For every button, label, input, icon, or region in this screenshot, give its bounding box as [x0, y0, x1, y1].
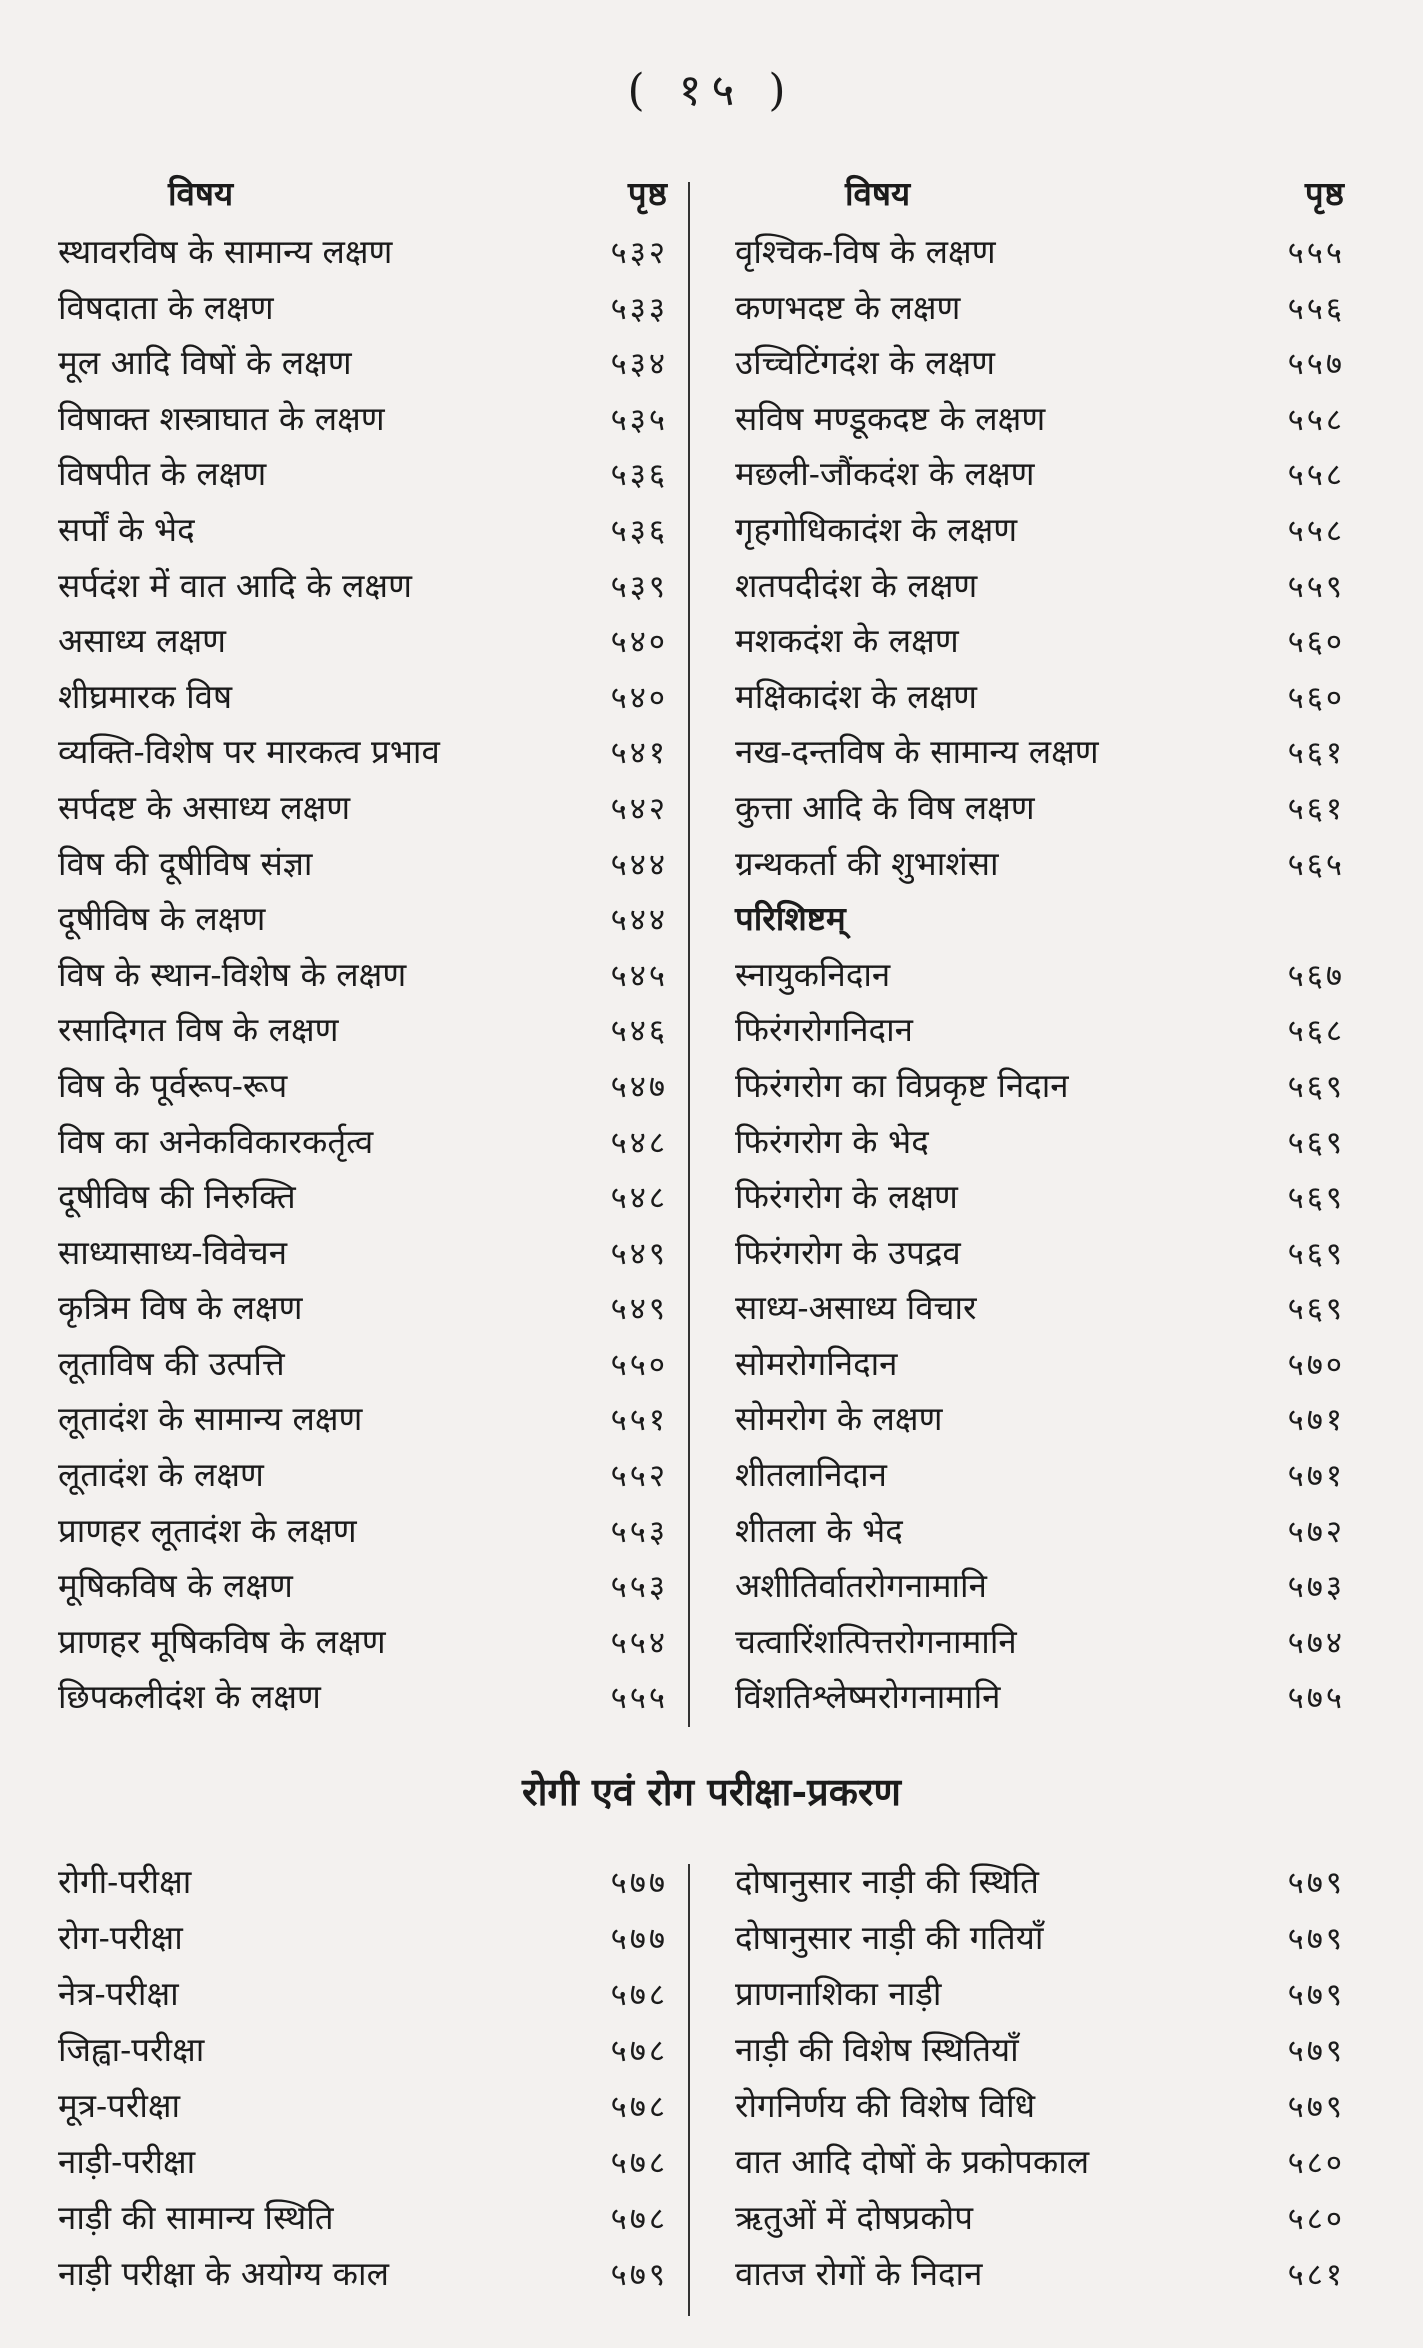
entry-page-number: ५४७: [610, 1068, 668, 1105]
entry-title: सोमरोगनिदान: [735, 1343, 898, 1383]
toc-entry: [58, 1914, 668, 1970]
entry-page-number: ५७२: [1287, 1513, 1345, 1550]
toc-entry: [735, 284, 1345, 340]
entry-title: व्यक्ति-विशेष पर मारकत्व प्रभाव: [58, 732, 440, 772]
page-number: ( १५ ): [627, 65, 796, 116]
entry-page-number: ५६५: [1287, 846, 1345, 883]
entry-title: फिरंगरोग के उपद्रव: [735, 1232, 961, 1272]
toc-entry: [58, 728, 668, 784]
entry-title: नेत्र-परीक्षा: [58, 1974, 179, 2013]
toc-entry: [735, 1562, 1345, 1618]
entry-title: लूताविष की उत्पत्ति: [58, 1343, 285, 1383]
entry-title: फिरंगरोग के भेद: [735, 1121, 929, 1161]
entry-page-number: ५५७: [1287, 346, 1345, 383]
toc-entry: [735, 1970, 1345, 2026]
entry-title: अशीतिर्वातरोगनामानि: [735, 1566, 987, 1606]
entry-title: विषाक्त शस्त्राघात के लक्षण: [58, 398, 385, 438]
entry-title: नाड़ी परीक्षा के अयोग्य काल: [58, 2254, 389, 2293]
toc-entry: [735, 1284, 1345, 1340]
entry-page-number: ५६१: [1287, 735, 1345, 772]
entry-title: नख-दन्तविष के सामान्य लक्षण: [735, 732, 1099, 772]
toc-entry: [735, 1451, 1345, 1507]
toc-entry: [735, 1006, 1345, 1062]
entry-page-number: ५४०: [610, 624, 668, 661]
entry-title: सर्पों के भेद: [58, 509, 195, 549]
entry-page-number: ५६०: [1287, 624, 1345, 661]
toc-entry: [58, 840, 668, 896]
entry-page-number: ५६९: [1287, 1124, 1345, 1161]
entry-title: स्नायुकनिदान: [735, 954, 891, 994]
toc-entry: [58, 673, 668, 729]
entry-page-number: ५७९: [610, 2257, 668, 2293]
entry-title: मछली-जौंकदंश के लक्षण: [735, 454, 1035, 494]
toc-entry: [58, 784, 668, 840]
toc-entry: [735, 1229, 1345, 1285]
entry-page-number: ५७९: [1287, 2089, 1345, 2125]
column-header: [58, 170, 668, 228]
toc-entry: [58, 2082, 668, 2138]
toc-entry: [58, 895, 668, 951]
entry-page-number: ५६९: [1287, 1180, 1345, 1217]
page-header: पृष्ठ: [627, 174, 668, 213]
entry-title: मूषिकविष के लक्षण: [58, 1566, 293, 1606]
entry-title: कृत्रिम विष के लक्षण: [58, 1288, 303, 1328]
toc-entry: [735, 1173, 1345, 1229]
entry-page-number: ५४६: [610, 1013, 668, 1050]
entry-title: जिह्वा-परीक्षा: [58, 2030, 205, 2069]
entry-page-number: ५७३: [1287, 1569, 1345, 1606]
toc-entry: [58, 1507, 668, 1563]
toc-entry: [735, 395, 1345, 451]
entry-page-number: ५७१: [1287, 1458, 1345, 1495]
entry-title: रसादिगत विष के लक्षण: [58, 1010, 339, 1050]
entry-page-number: ५४२: [610, 790, 668, 827]
toc-entry: [735, 2250, 1345, 2306]
toc-column-right: [735, 170, 1345, 1729]
entry-page-number: ५३६: [610, 457, 668, 494]
entry-page-number: ५५५: [610, 1680, 668, 1717]
entry-page-number: ५६९: [1287, 1291, 1345, 1328]
toc-entry: [735, 728, 1345, 784]
toc-entry: [735, 951, 1345, 1007]
toc-section-1: [0, 170, 1423, 1730]
toc-entry: [58, 1395, 668, 1451]
entry-page-number: ५७७: [610, 1865, 668, 1901]
entry-title: रोगनिर्णय की विशेष विधि: [735, 2086, 1035, 2125]
toc-entry: [58, 228, 668, 284]
entry-title: फिरंगरोग का विप्रकृष्ट निदान: [735, 1065, 1069, 1105]
entry-title: शीघ्रमारक विष: [58, 676, 233, 716]
entry-title: गृहगोधिकादंश के लक्षण: [735, 509, 1018, 549]
entry-title: रोग-परीक्षा: [58, 1918, 183, 1957]
entry-page-number: ५५४: [610, 1624, 668, 1661]
toc-entry: [735, 1118, 1345, 1174]
entry-page-number: ५५०: [610, 1346, 668, 1383]
page-header: पृष्ठ: [1304, 174, 1345, 213]
toc-section-2: [0, 1858, 1423, 2318]
toc-entry: [58, 2250, 668, 2306]
toc-entry: [735, 1507, 1345, 1563]
entry-page-number: ५४८: [610, 1124, 668, 1161]
entry-title: प्राणहर लूतादंश के लक्षण: [58, 1510, 357, 1550]
toc-column-left: [58, 170, 668, 1729]
entry-page-number: ५४८: [610, 1180, 668, 1217]
entry-title: नाड़ी की विशेष स्थितियाँ: [735, 2030, 1019, 2069]
toc-entry: [58, 450, 668, 506]
entry-page-number: ५५३: [610, 1513, 668, 1550]
entry-title: विष के पूर्वरूप-रूप: [58, 1065, 288, 1105]
entry-page-number: ५५८: [1287, 401, 1345, 438]
entry-title: फिरंगरोगनिदान: [735, 1010, 913, 1050]
toc-entry: [735, 228, 1345, 284]
toc-entry: [58, 2026, 668, 2082]
toc-entry: [58, 617, 668, 673]
entry-title: वात आदि दोषों के प्रकोपकाल: [735, 2142, 1090, 2181]
toc-entry: [735, 1914, 1345, 1970]
entry-title: शीतला के भेद: [735, 1510, 903, 1550]
entry-title: सोमरोग के लक्षण: [735, 1399, 943, 1439]
entry-page-number: ५६९: [1287, 1068, 1345, 1105]
toc-entry: [58, 1173, 668, 1229]
entry-title: विष के स्थान-विशेष के लक्षण: [58, 954, 407, 994]
entry-title: विषदाता के लक्षण: [58, 287, 274, 327]
toc-entry: [735, 1673, 1345, 1729]
toc-entry: [58, 1970, 668, 2026]
entry-page-number: ५७७: [610, 1921, 668, 1957]
entry-page-number: ५४९: [610, 1235, 668, 1272]
entry-title: विंशतिश्लेष्मरोगनामानि: [735, 1677, 1001, 1717]
entry-page-number: ५६८: [1287, 1013, 1345, 1050]
entry-title: विष का अनेकविकारकर्तृत्व: [58, 1121, 374, 1161]
entry-title: नाड़ी-परीक्षा: [58, 2142, 196, 2181]
toc-entry: [735, 339, 1345, 395]
entry-page-number: ५५८: [1287, 512, 1345, 549]
entry-title: चत्वारिंशत्पित्तरोगनामानि: [735, 1621, 1017, 1661]
entry-title: शतपदीदंश के लक्षण: [735, 565, 978, 605]
entry-title: विषपीत के लक्षण: [58, 454, 267, 494]
entry-page-number: ५४९: [610, 1291, 668, 1328]
entry-page-number: ५४४: [610, 902, 668, 939]
entry-page-number: ५४४: [610, 846, 668, 883]
entry-title: परिशिष्टम्: [735, 899, 846, 939]
toc-entry: [58, 951, 668, 1007]
entry-page-number: ५७९: [1287, 1865, 1345, 1901]
entry-page-number: ५६९: [1287, 1235, 1345, 1272]
entry-title: दूषीविष के लक्षण: [58, 899, 266, 939]
entry-title: दोषानुसार नाड़ी की स्थिति: [735, 1862, 1039, 1901]
entry-page-number: ५७५: [1287, 1680, 1345, 1717]
entry-page-number: ५७८: [610, 2201, 668, 2237]
toc-entry: [735, 2082, 1345, 2138]
entry-page-number: ५६०: [1287, 679, 1345, 716]
toc-entry: [58, 1006, 668, 1062]
entry-page-number: ५७४: [1287, 1624, 1345, 1661]
toc-entry: [58, 1284, 668, 1340]
entry-page-number: ५३३: [610, 290, 668, 327]
toc-entry: [58, 1118, 668, 1174]
toc-entry: [735, 1395, 1345, 1451]
toc-entry: [735, 1858, 1345, 1914]
entry-title: कणभदष्ट के लक्षण: [735, 287, 961, 327]
toc-entry: [735, 617, 1345, 673]
toc-entry: [58, 506, 668, 562]
entry-page-number: ५५२: [610, 1458, 668, 1495]
toc-entry: [735, 840, 1345, 896]
toc-column-left: [58, 1858, 668, 2306]
entry-page-number: ५३९: [610, 568, 668, 605]
toc-entry: [735, 2138, 1345, 2194]
entry-title: सविष मण्डूकदष्ट के लक्षण: [735, 398, 1046, 438]
entry-page-number: ५८०: [1287, 2145, 1345, 2181]
toc-entry: [735, 895, 1345, 951]
column-header: [735, 170, 1345, 228]
entry-title: कुत्ता आदि के विष लक्षण: [735, 787, 1035, 827]
entry-title: मशकदंश के लक्षण: [735, 621, 959, 661]
entry-title: उच्चिटिंगदंश के लक्षण: [735, 343, 995, 383]
toc-entry: [58, 1062, 668, 1118]
toc-entry: [735, 562, 1345, 618]
entry-title: शीतलानिदान: [735, 1455, 887, 1495]
entry-title: नाड़ी की सामान्य स्थिति: [58, 2198, 334, 2237]
entry-title: विष की दूषीविष संज्ञा: [58, 843, 313, 883]
entry-title: मूत्र-परीक्षा: [58, 2086, 181, 2125]
entry-title: वातज रोगों के निदान: [735, 2254, 983, 2293]
toc-entry: [735, 2194, 1345, 2250]
toc-entry: [735, 450, 1345, 506]
entry-page-number: ५५३: [610, 1569, 668, 1606]
entry-page-number: ५७१: [1287, 1402, 1345, 1439]
entry-page-number: ५३४: [610, 346, 668, 383]
toc-entry: [58, 2194, 668, 2250]
entry-page-number: ५७९: [1287, 2033, 1345, 2069]
entry-title: फिरंगरोग के लक्षण: [735, 1177, 958, 1217]
entry-title: वृश्चिक-विष के लक्षण: [735, 232, 996, 271]
toc-entry: [58, 284, 668, 340]
entry-page-number: ५८१: [1287, 2257, 1345, 2293]
entry-page-number: ५७८: [610, 2089, 668, 2125]
entry-title: दोषानुसार नाड़ी की गतियाँ: [735, 1918, 1044, 1957]
toc-entry: [735, 673, 1345, 729]
entry-title: दूषीविष की निरुक्ति: [58, 1177, 296, 1217]
entry-title: मूल आदि विषों के लक्षण: [58, 343, 352, 383]
entry-page-number: ५७०: [1287, 1346, 1345, 1383]
toc-entry: [735, 506, 1345, 562]
entry-page-number: ५८०: [1287, 2201, 1345, 2237]
toc-entry: [58, 1229, 668, 1285]
toc-entry: [58, 1562, 668, 1618]
entry-title: ग्रन्थकर्ता की शुभाशंसा: [735, 843, 999, 883]
entry-page-number: ५६७: [1287, 957, 1345, 994]
toc-entry: [735, 2026, 1345, 2082]
entry-page-number: ५३२: [610, 235, 668, 271]
entry-page-number: ५७९: [1287, 1977, 1345, 2013]
entry-title: साध्य-असाध्य विचार: [735, 1288, 977, 1328]
entry-title: सर्पदष्ट के असाध्य लक्षण: [58, 787, 351, 827]
column-divider: [688, 1864, 690, 2316]
toc-entry: [58, 1858, 668, 1914]
entry-page-number: ५६१: [1287, 790, 1345, 827]
entry-page-number: ५३५: [610, 401, 668, 438]
entry-page-number: ५७८: [610, 2033, 668, 2069]
toc-entry: [58, 1340, 668, 1396]
entry-title: मक्षिकादंश के लक्षण: [735, 676, 978, 716]
entry-title: प्राणनाशिका नाड़ी: [735, 1974, 942, 2013]
toc-entry: [58, 562, 668, 618]
entry-page-number: ५५८: [1287, 457, 1345, 494]
toc-entry: [58, 1673, 668, 1729]
entry-title: छिपकलीदंश के लक्षण: [58, 1677, 321, 1717]
entry-title: स्थावरविष के सामान्य लक्षण: [58, 232, 393, 271]
entry-title: असाध्य लक्षण: [58, 621, 226, 661]
toc-entry: [735, 1340, 1345, 1396]
entry-page-number: ५५५: [1287, 235, 1345, 271]
entry-page-number: ५४५: [610, 957, 668, 994]
entry-title: लूतादंश के लक्षण: [58, 1455, 264, 1495]
entry-page-number: ५७९: [1287, 1921, 1345, 1957]
entry-page-number: ५५६: [1287, 290, 1345, 327]
toc-entry: [58, 1451, 668, 1507]
entry-title: सर्पदंश में वात आदि के लक्षण: [58, 565, 412, 605]
subject-header: विषय: [168, 174, 234, 213]
entry-title: ऋतुओं में दोषप्रकोप: [735, 2198, 973, 2237]
toc-entry: [58, 339, 668, 395]
entry-title: रोगी-परीक्षा: [58, 1862, 192, 1901]
entry-page-number: ५४०: [610, 679, 668, 716]
toc-entry: [58, 1618, 668, 1674]
entry-page-number: ५७८: [610, 1977, 668, 2013]
entry-page-number: ५५९: [1287, 568, 1345, 605]
toc-entry: [735, 1618, 1345, 1674]
entry-page-number: ५४१: [610, 735, 668, 772]
entry-page-number: ५७८: [610, 2145, 668, 2181]
entry-title: प्राणहर मूषिकविष के लक्षण: [58, 1621, 386, 1661]
entry-page-number: ५५१: [610, 1402, 668, 1439]
entry-title: लूतादंश के सामान्य लक्षण: [58, 1399, 363, 1439]
column-divider: [688, 182, 690, 1727]
subject-header: विषय: [845, 174, 911, 213]
toc-column-right: [735, 1858, 1345, 2306]
toc-entry: [735, 784, 1345, 840]
entry-title: साध्यासाध्य-विवेचन: [58, 1232, 288, 1272]
toc-entry: [58, 395, 668, 451]
entry-page-number: ५३६: [610, 512, 668, 549]
section-title: रोगी एवं रोग परीक्षा-प्रकरण: [522, 1769, 901, 1814]
toc-entry: [735, 1062, 1345, 1118]
toc-entry: [58, 2138, 668, 2194]
